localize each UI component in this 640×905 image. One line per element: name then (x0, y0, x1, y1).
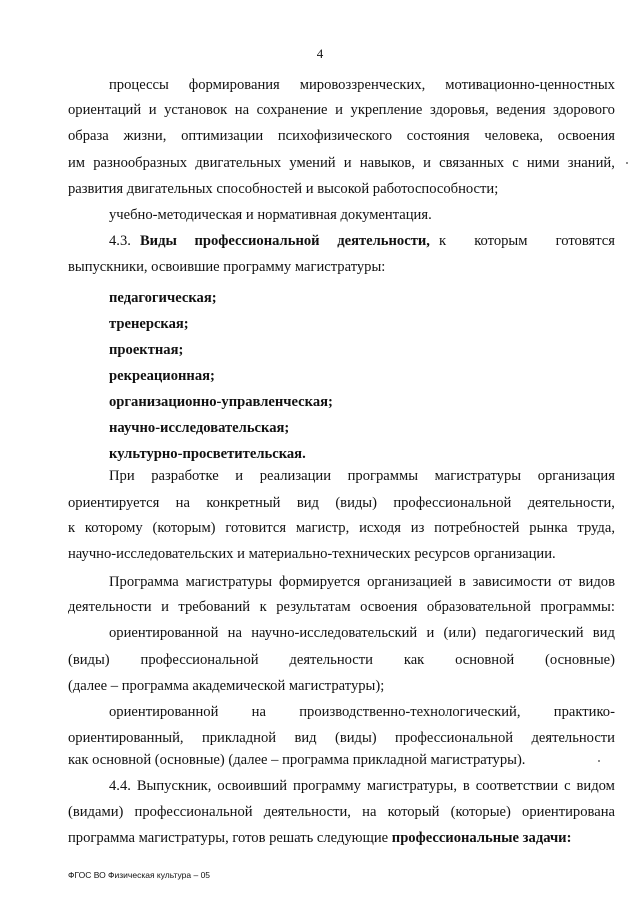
text-line: как основной (основные) (далее – программа прикладной магистратуры). (68, 752, 526, 768)
text-line: ориентированной на производственно-технологический, практико- (109, 704, 615, 720)
scan-speck (598, 760, 600, 762)
section-4-3-heading (109, 232, 615, 250)
text-line: научно-исследовательских и материально-технических ресурсов организации. (68, 546, 556, 562)
text-line: ориентированной на научно-исследовательский и (или) педагогический вид (109, 625, 615, 641)
page-number: 4 (316, 46, 324, 61)
text-line: ориентаций и установок на сохранение и укрепление здоровья, ведения здорового (68, 102, 615, 118)
text-line: образа жизни, оптимизации психофизического состояния человека, освоения (68, 128, 615, 144)
text-run: программа магистратуры, готов решать следующие (68, 830, 389, 846)
scan-speck (626, 162, 628, 164)
text-line: (видами) профессиональной деятельности, на который (которые) ориентирована (68, 804, 615, 820)
activity-list-item: проектная; (109, 342, 184, 358)
activity-list-item: рекреационная; (109, 368, 215, 384)
text-line: развития двигательных способностей и высокой работоспособности; (68, 181, 499, 197)
text-line: (далее – программа академической магистратуры); (68, 678, 385, 694)
activity-list-item: тренерская; (109, 316, 189, 332)
text-line: учебно-методическая и нормативная документация. (109, 207, 432, 223)
text-line (68, 829, 571, 847)
activity-list-item: педагогическая; (109, 290, 217, 306)
text-line: им разнообразных двигательных умений и навыков, и связанных с ними знаний, (68, 155, 615, 171)
section-number: 4.3. (109, 233, 131, 249)
text-line: 4.4. Выпускник, освоивший программу магистратуры, в соответствии с видом (109, 778, 615, 794)
activity-list-item: организационно-управленческая; (109, 394, 333, 410)
text-line: выпускники, освоившие программу магистратуры: (68, 259, 386, 275)
text-line: При разработке и реализации программы магистратуры организация (109, 468, 615, 484)
text-line: ориентированный, прикладной вид (виды) профессиональной деятельности (68, 730, 615, 746)
page-footer: ФГОС ВО Физическая культура – 05 (68, 870, 211, 880)
bold-term: профессиональные задачи: (391, 830, 572, 846)
text-line: (виды) профессиональной деятельности как основной (основные) (68, 652, 615, 668)
activity-list-item: культурно-просветительская. (109, 446, 306, 462)
text-line: к которому (которым) готовится магистр, исходя из потребностей рынка труда, (68, 520, 615, 536)
activity-list-item: научно-исследовательская; (109, 420, 290, 436)
text-line: ориентируется на конкретный вид (виды) профессиональной деятельности, (68, 495, 615, 511)
text-run: к которым готовятся (438, 233, 615, 249)
text-line: Программа магистратуры формируется организацией в зависимости от видов (109, 574, 615, 590)
bold-term: Виды профессиональной деятельности, (139, 233, 430, 249)
text-line: деятельности и требований к результатам освоения образовательной программы: (68, 599, 615, 615)
text-line: процессы формирования мировоззренческих, мотивационно-ценностных (109, 77, 615, 93)
